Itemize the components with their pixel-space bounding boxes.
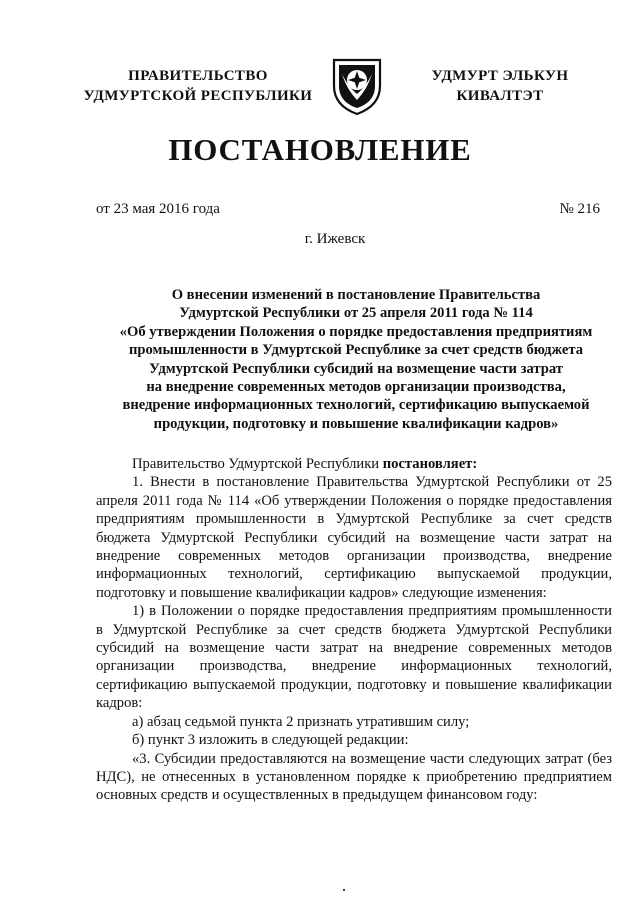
intro-decree-word: постановляет: — [382, 456, 478, 472]
paragraph-subitem-b: б) пункт 3 изложить в следующей редакции: — [132, 732, 409, 749]
issuer-name-udmurt — [420, 66, 580, 106]
intro-text: Правительство Удмуртской Республики — [132, 456, 383, 472]
intro-paragraph — [96, 455, 612, 473]
heading-line: Удмуртской Республики субсидий на возмещение части затрат — [149, 360, 563, 377]
document-city: г. Ижевск — [304, 231, 366, 247]
issuer-name-russian — [78, 66, 318, 106]
heading-line: Удмуртской Республики от 25 апреля 2011 года № 114 — [179, 305, 533, 322]
heading-line: О внесении изменений в постановление Правительства — [171, 287, 541, 303]
heading-line: внедрение информационных технологий, сертификацию выпускаемой — [122, 397, 590, 414]
issuer-line: УДМУРТСКОЙ РЕСПУБЛИКИ — [83, 88, 313, 104]
scan-speck — [343, 889, 345, 891]
heading-line: «Об утверждении Положения о порядке предоставления предприятиям — [119, 323, 593, 340]
issuer-line: ПРАВИТЕЛЬСТВО — [128, 68, 268, 84]
heading-line: на внедрение современных методов организации производства, — [146, 379, 566, 396]
coat-of-arms-icon — [330, 56, 384, 116]
resolution-body — [96, 455, 612, 805]
paragraph-subitem-a: а) абзац седьмой пункта 2 признать утратившим силу; — [132, 713, 470, 730]
paragraph-subitem-1: 1) в Положении о порядке предоставления предприятиям промышленности в Удмуртской Республике за счет средств бюджета Удмуртской Республики субсидий на возмещение части затрат на внедрение современных методов организации производства, внедрение информационных технологий, сертификацию выпускаемой продукции, подготовку и повышение квалификации кадров: — [96, 603, 612, 712]
resolution-heading — [96, 286, 616, 433]
issuer-line: КИВАЛТЭТ — [456, 88, 544, 104]
document-date: от 23 мая 2016 года — [96, 201, 220, 217]
issuer-line: УДМУРТ ЭЛЬКУН — [431, 68, 569, 84]
heading-line: промышленности в Удмуртской Республике за счет средств бюджета — [129, 342, 583, 359]
heading-line: продукции, подготовку и повышение квалификации кадров» — [153, 415, 559, 432]
paragraph-clause-3: «3. Субсидии предоставляются на возмещение части следующих затрат (без НДС), не отнесенных в установленном порядке к приобретению предприятием основных средств и осуществленных в предыдущем финансовом году: — [96, 750, 612, 804]
document-number: № 216 — [559, 201, 600, 217]
paragraph-item-1: 1. Внести в постановление Правительства Удмуртской Республики от 25 апреля 2011 года № 114 «Об утверждении Положения о порядке предоставления предприятиям промышленности в Удмуртской Республике за счет средств бюджета Удмуртской Республики субсидий на возмещение части затрат на внедрение современных методов организации производства, внедрение информационных технологий, сертификацию выпускаемой продукции, подготовку и повышение квалификации кадров» следующие изменения: — [96, 474, 612, 601]
document-title: ПОСТАНОВЛЕНИЕ — [168, 132, 472, 167]
